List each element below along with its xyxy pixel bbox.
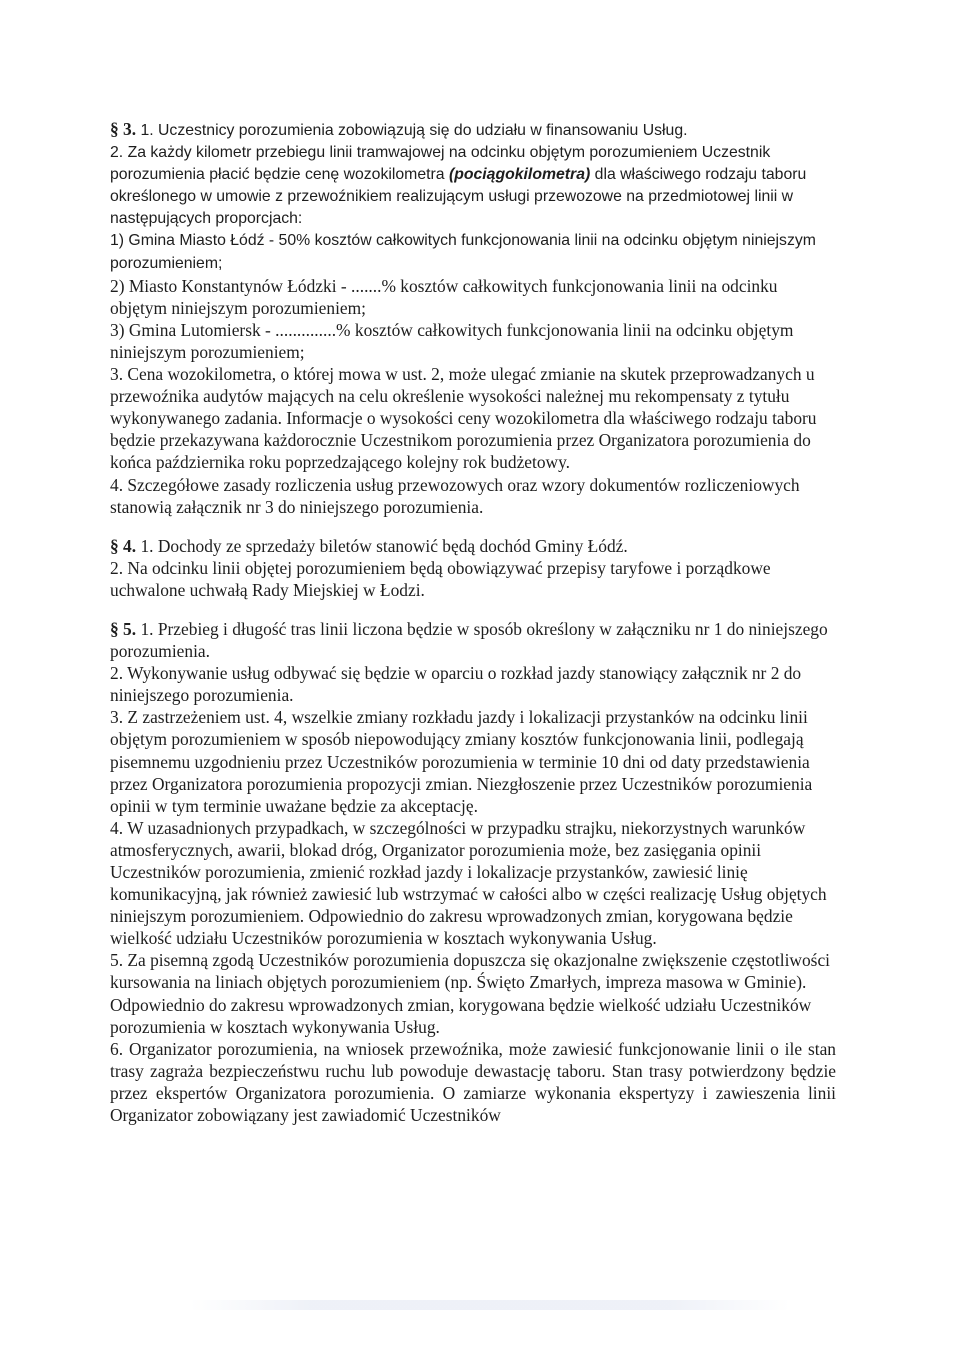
section-3-item-3: 3) Gmina Lutomiersk - ..............% kosztów całkowitych funkcjonowania linii na odcinku objętym niniejszym porozumieniem; <box>110 319 794 362</box>
section-4-para-1 <box>110 535 836 557</box>
section-3-mark: § 3. <box>110 119 137 139</box>
section-5-mark: § 5. <box>110 618 137 639</box>
section-3-text-2b: dla właściwego rodzaju taboru określonego w umowie z przewoźnikiem realizującym usługi przewozowe na przedmiotowej linii w następujących proporcjach: <box>110 166 807 228</box>
section-4-mark: § 4. <box>110 535 137 556</box>
section-3-text-1: 1. Uczestnicy porozumienia zobowiązują się do udziału w finansowaniu Usług. <box>140 122 688 139</box>
section-3-para-4: 4. Szczegółowe zasady rozliczenia usług przewozowych oraz wzory dokumentów rozliczeniowych stanowią załącznik nr 3 do niniejszego porozumienia. <box>110 474 800 517</box>
section-3-text-2a: 2. Za każdy kilometr przebiegu linii tramwajowej na odcinku objętym porozumieniem Uczestnik porozumienia płacić będzie cenę wozokilometra <box>110 144 771 184</box>
section-5-para-4: 4. W uzasadnionych przypadkach, w szczególności w przypadku strajku, niekorzystnych warunków atmosferycznych, awarii, blokad dróg, Organizator porozumienia może, bez zasięgania opinii Uczestników porozumienia, zmienić rozkład jazdy i lokalizacje przystanków, zawiesić linię komunikacyjną, jak również zawiesić lub wstrzymać w całości albo w części realizację Usług objętych niniejszym porozumieniem. Odpowiednio do zakresu wprowadzonych zmian, korygowana będzie wielkość udziału Uczestników porozumienia w kosztach wykonywania Usług. <box>110 817 827 949</box>
section-5 <box>110 618 836 1126</box>
section-5-para-5: 5. Za pisemną zgodą Uczestników porozumienia dopuszcza się okazjonalne zwiększenie częstotliwości kursowania na liniach objętych porozumieniem (np. Święto Zmarłych, impreza masowa w Gminie). Odpowiednio do zakresu wprowadzonych zmian, korygowana będzie wielkość udziału Uczestników porozumienia w kosztach wykonywania Usług. <box>110 950 830 1037</box>
scan-artifact <box>190 1300 790 1310</box>
section-3 <box>110 118 836 518</box>
section-5-para-3: 3. Z zastrzeżeniem ust. 4, wszelkie zmiany rozkładu jazdy i lokalizacji przystanków na odcinku linii objętym porozumieniem w sposób niepowodujący zmiany kosztów funkcjonowania linii, podlegają pisemnemu uzgodnieniu przez Uczestników porozumienia w terminie 10 dni od daty przedstawienia przez Organizatora porozumienia propozycji zmian. Niezgłoszenie przez Uczestników porozumienia opinii w tym terminie uważane będzie za akceptację. <box>110 707 813 816</box>
section-3-para-3: 3. Cena wozokilometra, o której mowa w ust. 2, może ulegać zmianie na skutek przeprowadzanych u przewoźnika audytów mających na celu określenie wysokości należnej mu rekompensaty z tytułu wykonywanego zadania. Informacje o wysokości ceny wozokilometra dla właściwego rodzaju taboru będzie przekazywana każdorocznie Uczestnikom porozumienia przez Organizatora porozumienia do końca października roku poprzedzającego kolejny rok budżetowy. <box>110 364 817 473</box>
section-4-text-1: 1. Dochody ze sprzedaży biletów stanowić będą dochód Gminy Łódź. <box>140 535 628 556</box>
section-5-para-2: 2. Wykonywanie usług odbywać się będzie w oparciu o rozkład jazdy stanowiący załącznik nr 2 do niniejszego porozumienia. <box>110 663 802 706</box>
section-5-para-6: 6. Organizator porozumienia, na wniosek przewoźnika, może zawiesić funkcjonowanie linii o ile stan trasy zagraża bezpieczeństwu ruchu lub powoduje dewastację taboru. Stan trasy potwierdzony będzie przez ekspertów Organizatora porozumienia. O zamiarze wykonania ekspertyzy i zawieszenia linii Organizator zobowiązany jest zawiadomić Uczestników <box>110 1038 836 1126</box>
section-5-para-1 <box>110 618 836 662</box>
section-5-text-1: 1. Przebieg i długość tras linii liczona będzie w sposób określony w załączniku nr 1 do niniejszego porozumienia. <box>110 618 828 662</box>
section-3-para-2 <box>110 142 836 230</box>
section-4 <box>110 535 836 601</box>
section-3-item-2: 2) Miasto Konstantynów Łódzki - .......% kosztów całkowitych funkcjonowania linii na odcinku objętym niniejszym porozumieniem; <box>110 275 778 318</box>
section-3-item-1: 1) Gmina Miasto Łódź - 50% kosztów całkowitych funkcjonowania linii na odcinku objętym niniejszym porozumieniem; <box>110 232 816 272</box>
section-3-emphasis: (pociągokilometra) <box>448 166 591 184</box>
section-4-para-2: 2. Na odcinku linii objętej porozumieniem będą obowiązywać przepisy taryfowe i porządkowe uchwalone uchwałą Rady Miejskiej w Łodzi. <box>110 557 771 600</box>
section-3-para-1 <box>110 118 836 142</box>
